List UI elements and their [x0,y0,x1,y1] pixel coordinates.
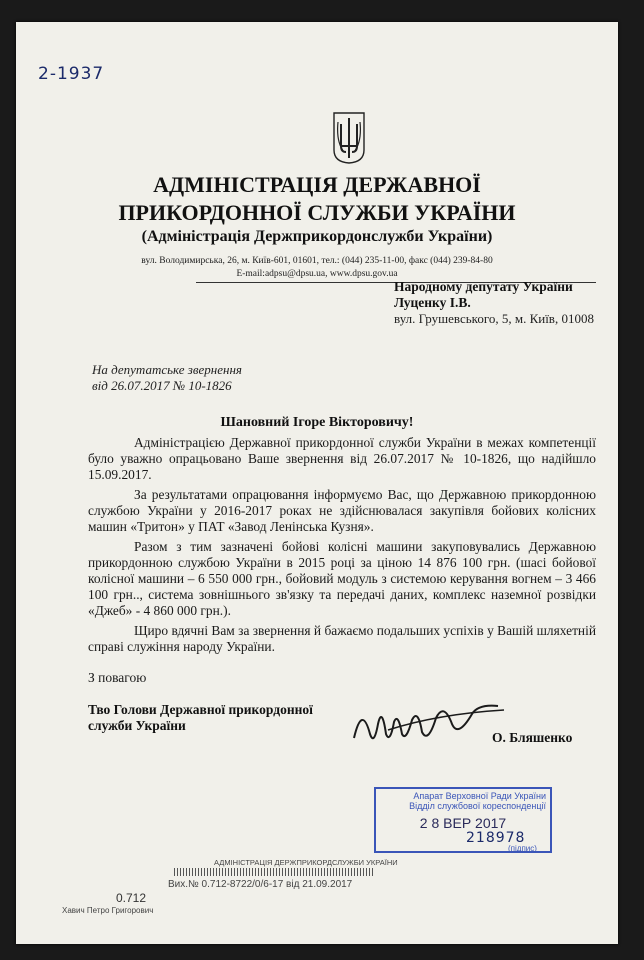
handwritten-number: 2-1937 [38,64,105,84]
stamp-line1: Апарат Верховної Ради України [413,791,546,801]
footer-org: АДМІНІСТРАЦІЯ ДЕРЖПРИКОРДСЛУЖБИ УКРАЇНИ [214,858,398,867]
signatory-title-line1: Тво Голови Державної прикордонної [88,702,313,717]
letter-page [16,22,618,944]
signature-image [348,694,508,754]
stamp-sub: (підпис) [508,844,537,853]
recipient-name: Луценку І.В. [394,295,471,310]
recipient-line1: Народному депутату України [394,279,573,294]
paragraph-1: Адміністрацією Державної прикордонної служби України в межах компетенції було уважно опрацьовано Ваше звернення від 26.07.2017 № 10-1826, що надійшло 15.09.2017. [88,435,596,482]
org-name-short: (Адміністрація Держприкордонслужби України) [141,228,493,245]
reference-line1: На депутатське звернення [92,362,242,377]
stamp-line2: Відділ службової кореспонденції [409,801,546,811]
closing: З повагою [88,670,147,685]
org-contacts: E-mail:adpsu@dpsu.ua, www.dpsu.gov.ua [236,269,398,279]
footer-executor: Хавич Петро Григорович [62,906,154,915]
org-address: вул. Володимирська, 26, м. Київ-601, 01601, тел.: (044) 235-11-00, факс (044) 239-84-80 [141,256,493,266]
footer-code: 0.712 [116,891,147,905]
paragraph-4: Щиро вдячні Вам за звернення й бажаємо подальших успіхів у Вашій шляхетній справі служіння народу України. [88,623,596,654]
barcode-image [174,868,374,876]
stamp-date: 2 8 ВЕР 2017 [419,815,507,831]
trident-emblem-icon [332,112,366,164]
org-name-line1: АДМІНІСТРАЦІЯ ДЕРЖАВНОЇ [153,172,481,197]
org-name-line2: ПРИКОРДОННОЇ СЛУЖБИ УКРАЇНИ [118,200,516,225]
paragraph-2: За результатами опрацювання інформуємо Вас, що Державною прикордонною службою України у 2016-2017 роках не здійснювалася закупівля бойових колісних машин «Тритон» у ПАТ «Завод Ленінська Кузня». [88,487,596,534]
stamp-number: 218978 [466,830,526,846]
footer-outgoing: Вих.№ 0.712-8722/0/6-17 від 21.09.2017 [168,879,353,890]
paragraph-3: Разом з тим зазначені бойові колісні машини закуповувались Державною прикордонною службою України в 2015 році за ціною 14 876 100 грн. (шасі бойової колісної машини – 6 550 000 грн., бойовий модуль з системою керування вогнем – 3 466 100 грн.., система зовнішнього зв'язку та передачі даних, комплекс наземної розвідки «Джеб» - 4 860 000 грн.). [88,539,596,618]
signatory-name: О. Бляшенко [492,730,573,745]
salutation: Шановний Ігоре Вікторовичу! [220,415,414,430]
recipient-address: вул. Грушевського, 5, м. Київ, 01008 [394,311,594,326]
signatory-title-line2: служби України [88,718,186,733]
reference-line2: від 26.07.2017 № 10-1826 [92,378,232,393]
